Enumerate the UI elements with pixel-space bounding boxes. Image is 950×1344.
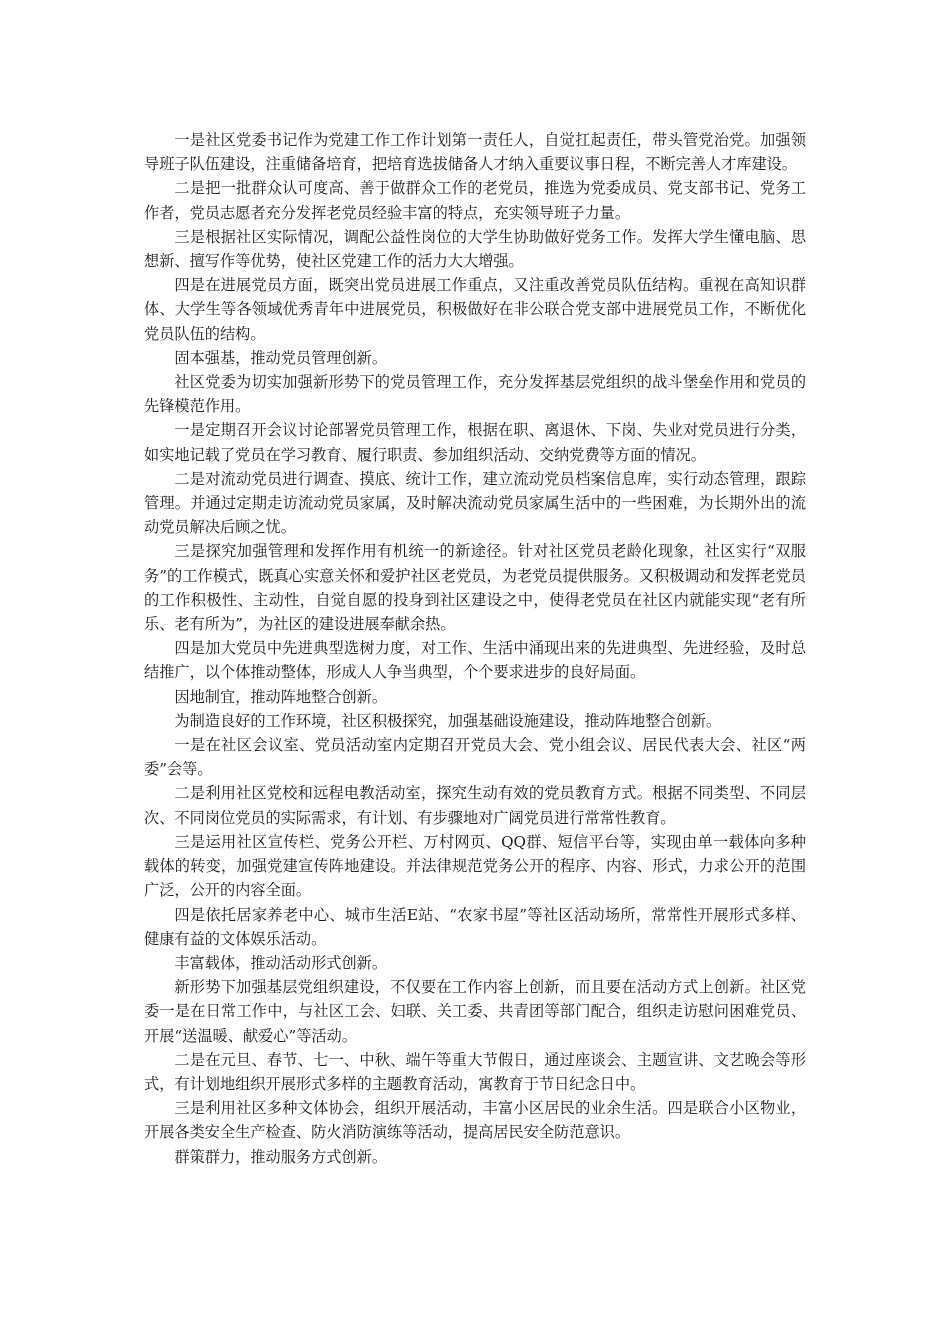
paragraph: 二是对流动党员进行调查、摸底、统计工作，建立流动党员档案信息库，实行动态管理，跟踪管理。并通过定期走访流动党员家属，及时解决流动党员家属生活中的一些困难，为长期外出的流动党员解决后顾之忧。	[144, 469, 806, 537]
paragraph: 二是在元旦、春节、七一、中秋、端午等重大节假日，通过座谈会、主题宣讲、文艺晚会等形式，有计划地组织开展形式多样的主题教育活动，寓教育于节日纪念日中。	[144, 1050, 806, 1093]
section-heading: 因地制宜，推动阵地整合创新。	[174, 687, 388, 706]
document-body	[144, 128, 806, 1169]
paragraph: 新形势下加强基层党组织建设，不仅要在工作内容上创新，而且要在活动方式上创新。社区党委一是在日常工作中，与社区工会、妇联、关工委、共青团等部门配合，组织走访慰问困难党员、开展“送温暖、献爱心”等活动。	[144, 978, 806, 1045]
paragraph: 一是定期召开会议讨论部署党员管理工作，根据在职、离退休、下岗、失业对党员进行分类，如实地记载了党员在学习教育、履行职责、参加组织活动、交纳党费等方面的情况。	[144, 421, 806, 464]
paragraph: 三是探究加强管理和发挥作用有机统一的新途径。针对社区党员老龄化现象，社区实行“双服务”的工作模式，既真心实意关怀和爱护社区老党员，为老党员提供服务。又积极调动和发挥老党员的工作积极性、主动性，自觉自愿的投身到社区建设之中，使得老党员在社区内就能实现“老有所乐、老有所为”，为社区的建设进展奉献余热。	[144, 542, 806, 634]
paragraph: 二是把一批群众认可度高、善于做群众工作的老党员，推选为党委成员、党支部书记、党务工作者，党员志愿者充分发挥老党员经验丰富的特点，充实领导班子力量。	[144, 179, 806, 222]
paragraph: 二是利用社区党校和远程电教活动室，探究生动有效的党员教育方式。根据不同类型、不同层次、不同岗位党员的实际需求，有计划、有步骤地对广阔党员进行常常性教育。	[144, 784, 806, 827]
section-heading: 群策群力，推动服务方式创新。	[174, 1147, 388, 1166]
paragraph: 一是社区党委书记作为党建工作工作计划第一责任人，自觉扛起责任，带头管党治党。加强领导班子队伍建设，注重储备培育，把培育选拔储备人才纳入重要议事日程，不断完善人才库建设。	[144, 131, 806, 174]
paragraph: 三是运用社区宣传栏、党务公开栏、万村网页、QQ群、短信平台等，实现由单一载体向多种载体的转变，加强党建宣传阵地建设。并法律规范党务公开的程序、内容、形式，力求公开的范围广泛，公开的内容全面。	[144, 832, 806, 900]
paragraph: 三是根据社区实际情况，调配公益性岗位的大学生协助做好党务工作。发挥大学生懂电脑、思想新、擅写作等优势，使社区党建工作的活力大大增强。	[144, 227, 806, 271]
paragraph: 三是利用社区多种文体协会，组织开展活动，丰富小区居民的业余生活。四是联合小区物业，开展各类安全生产检查、防火消防演练等活动，提高居民安全防范意识。	[144, 1099, 806, 1142]
section-heading: 丰富载体，推动活动形式创新。	[174, 953, 388, 972]
paragraph: 社区党委为切实加强新形势下的党员管理工作，充分发挥基层党组织的战斗堡垒作用和党员的先锋模范作用。	[144, 373, 806, 416]
paragraph: 四是依托居家养老中心、城市生活E站、“农家书屋”等社区活动场所，常常性开展形式多样、健康有益的文体娱乐活动。	[144, 905, 806, 948]
paragraph: 四是加大党员中先进典型选树力度，对工作、生活中涌现出来的先进典型、先进经验，及时总结推广，以个体推动整体，形成人人争当典型，个个要求进步的良好局面。	[144, 639, 806, 682]
paragraph: 一是在社区会议室、党员活动室内定期召开党员大会、党小组会议、居民代表大会、社区“两委”会等。	[144, 736, 806, 779]
paragraph: 为制造良好的工作环境，社区积极探究，加强基础设施建设，推动阵地整合创新。	[174, 711, 722, 730]
section-heading: 固本强基，推动党员管理创新。	[174, 348, 388, 367]
paragraph: 四是在进展党员方面，既突出党员进展工作重点，又注重改善党员队伍结构。重视在高知识群体、大学生等各领域优秀青年中进展党员，积极做好在非公联合党支部中进展党员工作，不断优化党员队伍的结构。	[144, 276, 806, 343]
